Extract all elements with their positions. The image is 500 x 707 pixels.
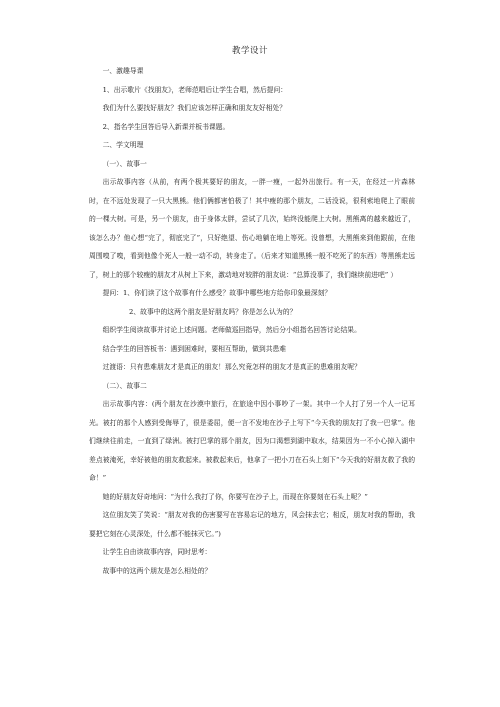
section-heading: 一、激趣导课	[102, 67, 144, 75]
paragraph: 1、出示歌片《找朋友》，老师范唱后让学生合唱，然后提问：	[102, 85, 288, 94]
story-paragraph: 出示故事内容（从前，有两个极其要好的朋友，一胖一瘦，一起外出旅行。有一天，在经过一片森林时，在不远处发现了一只大黑熊。他们俩都害怕极了！其中瘦的那个朋友，二话没说，很利索地爬上了眼前的一棵大树。可是，另一个朋友，由于身体太胖，尝试了几次，始终没能爬上大树。黑熊离的越来越近了，该怎么办？他心想“完了，彻底完了”，只好绝望、伤心地躺在地上等死。没曾想，大黑熊来到他跟前，在他周围嗅了嗅，看到他像个死人一般一动不动，转身走了。（后来才知道黑熊一般不吃死了的东西）等黑熊走远了，树上的那个较瘦的朋友才从树上下来，激动地对较胖的朋友说：“总算没事了，我们继续前进吧” ）	[89, 178, 415, 279]
subsection-heading: （二）、故事二	[102, 381, 147, 390]
document-body	[89, 62, 415, 580]
paragraph: 让学生自由读故事内容，同时思考：	[102, 548, 212, 556]
paragraph: 结合学生的回答板书：遇到困难时，要相互帮助，做到共患难	[102, 344, 287, 353]
paragraph: 我们为什么要找好朋友？我们应该怎样正确和朋友友好相处？	[102, 104, 287, 112]
section-heading: 二、学文明理	[102, 141, 144, 149]
paragraph: 故事中的这两个朋友是怎么相处的？	[102, 566, 212, 575]
paragraph: 2、指名学生回答后导入新课并板书课题。	[102, 122, 230, 131]
question-paragraph: 提问：1、你们读了这个故事有什么感受？故事中哪些地方给你印象最深刻？	[102, 289, 332, 297]
question-paragraph: 2、故事中的这两个朋友是好朋友吗？你是怎么认为的？	[129, 307, 297, 316]
story-paragraph: 出示故事内容：(两个朋友在沙漠中旅行，在旅途中因小事吵了一架。其中一个人打了另一个人一记耳光。被打的那个人感到受侮辱了，很是委屈，便一言不发地在沙子上写下“今天我的朋友打了我一巴掌”。他们继续往前走，一直到了绿洲。被打巴掌的那个朋友，因为口渴想到湖中取水，结果因为一不小心掉入湖中差点被淹死，幸好被他的朋友救起来。被救起来后，他拿了一把小刀在石头上刻下“今天我的好朋友救了我的命！”	[89, 400, 415, 482]
paragraph: 她的好朋友好奇地问：“为什么我打了你，你要写在沙子上，而现在你要刻在石头上呢？”	[102, 492, 368, 501]
paragraph: 过渡语：只有患难朋友才是真正的朋友！那么究竟怎样的朋友才是真正的患难朋友呢？	[102, 363, 361, 371]
subsection-heading: （一）、故事一	[102, 159, 147, 168]
document-title: 教学设计	[231, 46, 268, 56]
paragraph: 组织学生阅读故事并讨论上述问题。老师做巡回指导，然后分小组指名回答讨论结果。	[102, 326, 361, 334]
paragraph: 这位朋友笑了笑说：“朋友对我的伤害要写在容易忘记的地方，风会抹去它；相反，朋友对我的帮助，我要把它刻在心灵深处，什么都不能抹灭它。”)	[89, 511, 415, 538]
